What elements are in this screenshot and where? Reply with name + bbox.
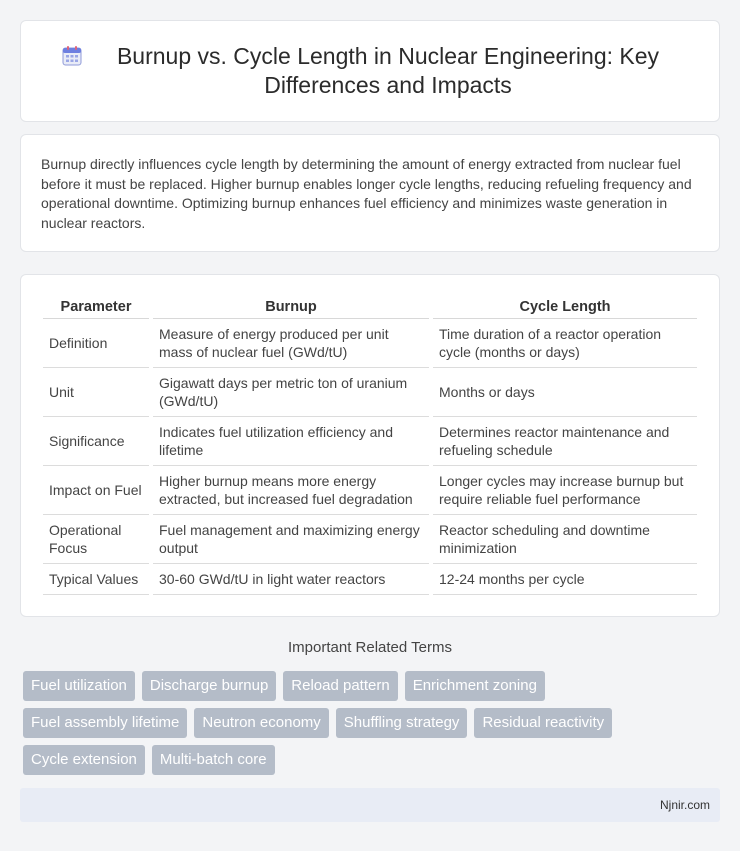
tag-multi-batch-core[interactable]: Multi-batch core	[152, 745, 275, 775]
title-card	[20, 20, 720, 122]
table-row	[43, 514, 697, 563]
cell-burnup: 30-60 GWd/tU in light water reactors	[151, 563, 431, 594]
cell-burnup: Indicates fuel utilization efficiency and lifetime	[151, 416, 431, 465]
cell-cycle-length: 12-24 months per cycle	[431, 563, 697, 594]
header-burnup: Burnup	[151, 295, 431, 318]
cell-burnup: Fuel management and maximizing energy output	[151, 514, 431, 563]
tag-cycle-extension[interactable]: Cycle extension	[23, 745, 145, 775]
tag-neutron-economy[interactable]: Neutron economy	[194, 708, 328, 738]
title-wrap	[61, 42, 679, 100]
calendar-icon	[61, 45, 83, 67]
table-row	[43, 563, 697, 594]
table-row	[43, 416, 697, 465]
cell-cycle-length: Reactor scheduling and downtime minimization	[431, 514, 697, 563]
tag-fuel-utilization[interactable]: Fuel utilization	[23, 671, 135, 701]
tag-fuel-assembly-lifetime[interactable]: Fuel assembly lifetime	[23, 708, 187, 738]
table-row	[43, 318, 697, 367]
page-title: Burnup vs. Cycle Length in Nuclear Engineering: Key Differences and Impacts	[116, 43, 660, 98]
tag-enrichment-zoning[interactable]: Enrichment zoning	[405, 671, 545, 701]
footer	[20, 788, 720, 822]
tag-shuffling-strategy[interactable]: Shuffling strategy	[336, 708, 468, 738]
header-cycle-length: Cycle Length	[431, 295, 697, 318]
cell-cycle-length: Determines reactor maintenance and refueling schedule	[431, 416, 697, 465]
table-row	[43, 367, 697, 416]
table-header-row	[43, 295, 697, 318]
cell-parameter: Impact on Fuel	[43, 465, 151, 514]
cell-cycle-length: Longer cycles may increase burnup but require reliable fuel performance	[431, 465, 697, 514]
tag-discharge-burnup[interactable]: Discharge burnup	[142, 671, 276, 701]
cell-burnup: Gigawatt days per metric ton of uranium (GWd/tU)	[151, 367, 431, 416]
cell-parameter: Unit	[43, 367, 151, 416]
comparison-table	[43, 295, 697, 595]
tag-residual-reactivity[interactable]: Residual reactivity	[474, 708, 612, 738]
cell-cycle-length: Time duration of a reactor operation cycle (months or days)	[431, 318, 697, 367]
table-card	[20, 274, 720, 617]
cell-cycle-length: Months or days	[431, 367, 697, 416]
related-terms-list	[23, 671, 683, 782]
related-terms-title: Important Related Terms	[288, 639, 452, 656]
cell-parameter: Definition	[43, 318, 151, 367]
cell-burnup: Measure of energy produced per unit mass of nuclear fuel (GWd/tU)	[151, 318, 431, 367]
intro-text: Burnup directly influences cycle length by determining the amount of energy extracted from nuclear fuel before it must be replaced. Higher burnup enables longer cycle lengths, reducing refueling frequency and operational downtime. Optimizing burnup enhances fuel efficiency and minimizes waste generation in nuclear reactors.	[41, 156, 692, 231]
tag-reload-pattern[interactable]: Reload pattern	[283, 671, 397, 701]
footer-site-link[interactable]: Njnir.com	[659, 798, 710, 812]
header-parameter: Parameter	[43, 295, 151, 318]
cell-parameter: Operational Focus	[43, 514, 151, 563]
cell-parameter: Typical Values	[43, 563, 151, 594]
cell-burnup: Higher burnup means more energy extracted, but increased fuel degradation	[151, 465, 431, 514]
intro-card	[20, 134, 720, 252]
cell-parameter: Significance	[43, 416, 151, 465]
table-row	[43, 465, 697, 514]
